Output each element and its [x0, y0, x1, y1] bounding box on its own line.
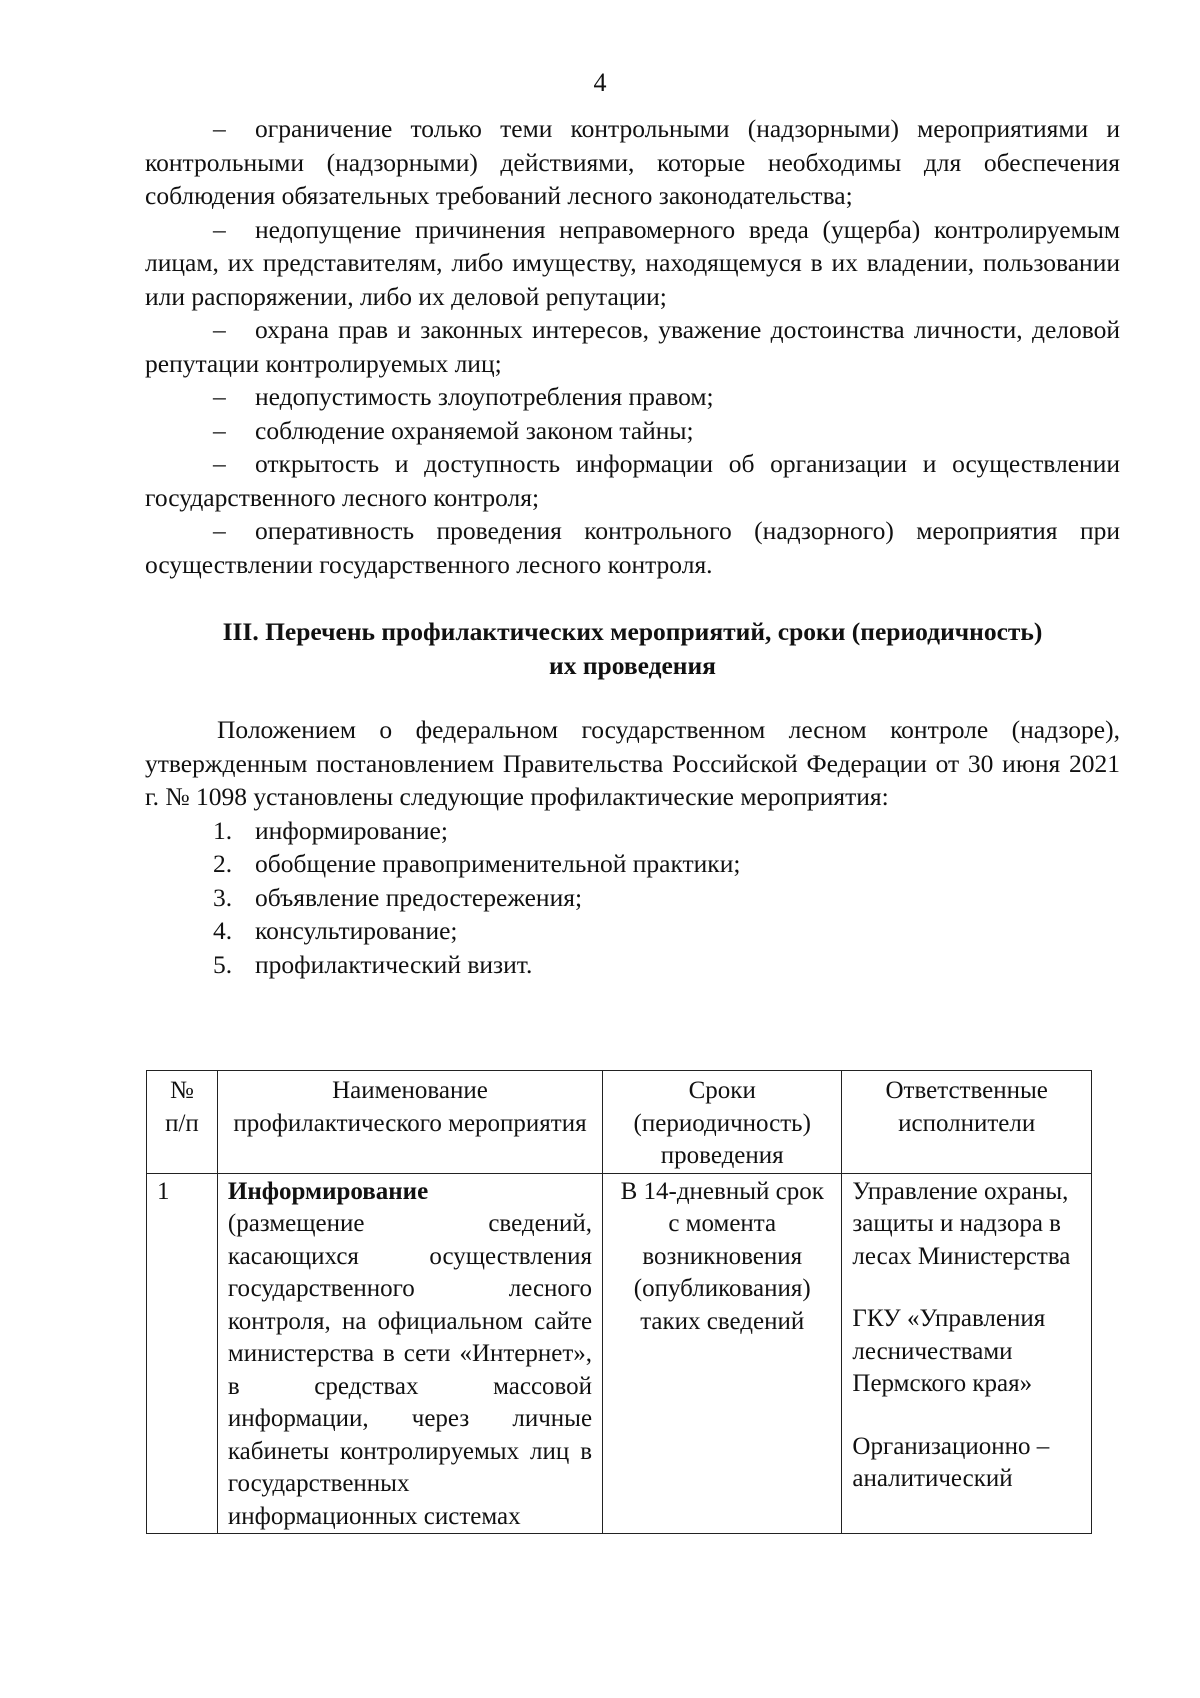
table-row — [147, 1173, 1092, 1534]
measure-description: (размещение сведений, касающихся осуществления государственного лесного контроля, на официальном сайте министерства в сети «Интернет», в средствах массовой информации, через личные кабинеты контролируемых лиц в государственных информационных системах — [227, 1210, 593, 1530]
principle-item: – недопущение причинения неправомерного вреда (ущерба) контролируемым лицам, их представителям, либо имуществу, находящемуся в их владении, пользовании или распоряжении, либо их деловой репутации; — [145, 214, 1120, 311]
section-paragraph: Положением о федеральном государственном лесном контроле (надзоре), утвержденным постановлением Правительства Российской Федерации от 30 июня 2021 г. № 1098 установлены следующие профилактические мероприятия: — [145, 715, 1120, 811]
measures-list — [145, 814, 1120, 982]
term-cell: В 14-дневный срок с момента возникновения (опубликования) таких сведений — [603, 1173, 842, 1534]
table-header-row — [147, 1071, 1092, 1174]
list-item: 2. обобщение правоприменительной практики; — [213, 849, 741, 878]
list-item: 3. объявление предостережения; — [213, 882, 583, 912]
executor: Управление охраны, защиты и надзора в лесах Министерства — [852, 1177, 1071, 1270]
principle-item: – соблюдение охраняемой законом тайны; — [213, 415, 694, 445]
row-number: 1 — [147, 1173, 218, 1534]
list-item: 1. информирование; — [213, 815, 448, 845]
section-heading: III. Перечень профилактических мероприятий, сроки (периодичность) их проведения — [222, 617, 1043, 680]
executor: ГКУ «Управления лесничествами Пермского края» — [852, 1305, 1046, 1397]
principle-item: – охрана прав и законных интересов, уважение достоинства личности, деловой репутации контролируемых лиц; — [145, 315, 1120, 378]
executors-cell — [842, 1173, 1092, 1534]
header-number: № п/п — [147, 1071, 218, 1174]
list-item: 5. профилактический визит. — [213, 949, 533, 979]
measure-cell — [217, 1173, 602, 1534]
header-terms: Сроки (периодичность) проведения — [603, 1071, 842, 1174]
executor: Организационно –аналитический — [852, 1432, 1050, 1492]
principle-item: – ограничение только теми контрольными (надзорными) мероприятиями и контрольными (надзорными) действиями, которые необходимы для обеспечения соблюдения обязательных требований лесного законодательства; — [145, 114, 1120, 210]
principle-item: – открытость и доступность информации об организации и осуществлении государственного лесного контроля; — [145, 449, 1120, 512]
list-item: 4. консультирование; — [213, 916, 458, 945]
document-body — [145, 112, 1120, 981]
header-executors: Ответственные исполнители — [842, 1071, 1092, 1174]
measure-title: Информирование — [227, 1177, 429, 1205]
principle-item: – оперативность проведения контрольного (надзорного) мероприятия при осуществлении государственного лесного контроля. — [145, 516, 1120, 579]
page-number: 4 — [593, 68, 607, 97]
measures-table — [146, 1070, 1092, 1534]
principle-item: – недопустимость злоупотребления правом; — [213, 382, 714, 411]
header-measure-name: Наименование профилактического мероприятия — [217, 1071, 602, 1174]
